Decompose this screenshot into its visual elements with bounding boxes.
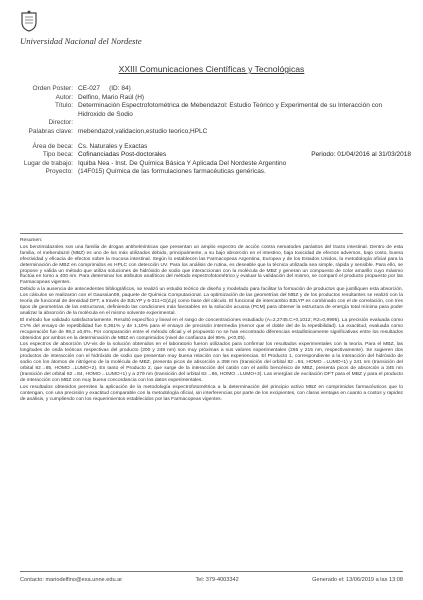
abstract-paragraph: Los espectros de absorción UV-vis de la solución obtenidos en el laboratorio fueron utilizados para confirmar los resultados experimentales con la teoría. Para el MBZ, las longitudes de onda teóricas respectivas del producto (200 y 249 nm) son muy próximas a sus valores experimentales (265 y 215 nm, respectivamente). Se sugieren dos productos de interacción con el hidróxido de sodio que presentan muy buena relación con las experiencias. El Producto 1, correspondiente a la interacción del hidróxido de sodio con los átomos de nitrógeno de la molécula de MBZ, presenta picos de absorción a 398 nm (transición del orbital 82→84, HOMO→LUMO+1) y 241 nm (transición del orbital 82→85, HOMO→LUMO+2). En tanto el Producto 2, que surge de la interacción del catión con el anillo bencénico de MBZ, presenta picos de absorción a 345 nm (transición del orbital 82→84, HOMO→LUMO+1) y a 279 nm (transición del orbital 82→86, HOMO→LUMO+3). Las energías de excitación DFT para el MBZ y para el producto de interacción con MBZ con muy buena concordancia con los datos experimentales. bbox=[20, 342, 403, 383]
abstract bbox=[20, 238, 403, 403]
poster-metadata bbox=[0, 85, 423, 177]
proyecto-row bbox=[0, 168, 423, 177]
periodo bbox=[311, 151, 411, 160]
lugar-trabajo-value: Iquiba Nea - Inst. De Química Básica Y Aplicada Del Nordeste Argentino bbox=[78, 159, 287, 167]
event-title: XXIII Comunicaciones Científicas y Tecnológicas bbox=[118, 64, 305, 74]
proyecto-value: (14F015) Química de las formulaciones farmacéuticas genéricas. bbox=[78, 168, 266, 176]
footer bbox=[20, 577, 403, 583]
orden-poster-row bbox=[0, 85, 423, 94]
university-seal-icon bbox=[20, 10, 38, 32]
director-value bbox=[78, 119, 423, 128]
titulo-row bbox=[0, 102, 423, 119]
palabras-clave-label: Palabras clave: bbox=[28, 127, 73, 135]
titulo-value: Determinación Espectrofotométrica de Mebendazol: Estudio Teórico y Experimental de su Interacción con Hidroxido de Sodio bbox=[78, 102, 383, 118]
abstract-paragraph: Debido a la ausencia de antecedentes bibliográficos, se realizó un estudio teórico de diseño y modelado para facilitar la formación de productos que justifiquen esta absorción. Los cálculos se realizaron con el Gaussian09, paquete de Química Computacional. La optimización de las geometrías del MBZ y de los productos resultantes se realizó con la teoría de funcional de densidad DFT, a través de B3LYP y 6-311+G(d,p) como base del cálculo. El funcional de intercambio B3LYP es combinado con el de correlación, con tres tipos de geometrías de las estructuras, definiendo las condiciones más favorables en la solución acuosa (PCM) para obtener la estructura de energía total mínima para poder analizar la absorción de la molécula en el mismo solvente experimental. bbox=[20, 287, 403, 316]
abstract-paragraph: Los resultados obtenidos permiten la aplicación de la metodología espectrofotométrica a la determinación del principio activo MBZ en comprimidos farmacéuticos que lo contengan, con una precisión y exactitud comparable con la metodología oficial, sin interferencias por parte de los excipientes, con claras ventajas en cuanto a costos y rapidez de análisis, y cumpliendo con los requerimientos establecidos por las Farmacopeas vigentes. bbox=[20, 384, 403, 402]
orden-poster-id: (ID: 84) bbox=[109, 85, 131, 92]
footer-phone: Tel: 379-4003342 bbox=[195, 577, 239, 583]
abstract-paragraph: El método fue validado satisfactoriamente. Resultó específico y lineal en el rango de concentraciones estudiado (A=2,2745.C+0,1012; R2=0,9995). La precisión evaluada como CV% del ensayo de repetibilidad fue 0,361% y de 1,19% para el ensayo de precisión intermedia (menor que el doble del de la repetibilidad). La exactitud, evaluada como recuperación fue de 99,2 ±0,6%. Por comparación entre el método oficial y el propuesto no se han encontrado diferencias estadísticamente significativas entre los resultados obtenidos por ambos en la determinación de MBZ en comprimidos (nivel de confianza del 95%, p<0,05). bbox=[20, 317, 403, 341]
university-logo bbox=[20, 10, 170, 50]
divider-top bbox=[20, 233, 403, 234]
proyecto-label: Proyecto: bbox=[45, 168, 73, 176]
area-beca-value: Cs. Naturales y Exactas bbox=[78, 142, 148, 150]
palabras-clave-value: mebendazol,validacion,estudio teorico,HPLC bbox=[78, 127, 208, 135]
autor-row bbox=[0, 94, 423, 103]
area-beca-row bbox=[0, 143, 423, 152]
area-beca-label: Área de beca: bbox=[32, 142, 73, 150]
lugar-trabajo-label: Lugar de trabajo: bbox=[23, 159, 73, 167]
lugar-trabajo-row bbox=[0, 160, 423, 169]
tipo-beca-value: Cofinanciadas Post-doctorales bbox=[78, 151, 167, 159]
footer-generated: Generado el: 13/06/2019 a las 13:08 bbox=[312, 577, 403, 583]
tipo-beca-label: Tipo beca: bbox=[42, 151, 73, 159]
abstract-label: Resumen: bbox=[20, 238, 43, 243]
footer-contact: Contacto: mariodelfino@exa.unne.edu.ar bbox=[20, 577, 123, 583]
periodo-value: 01/04/2016 al 31/03/2018 bbox=[337, 151, 411, 159]
university-name: Universidad Nacional del Nordeste bbox=[20, 36, 142, 46]
autor-value: Delfino, Mario Raúl (H) bbox=[78, 93, 145, 101]
orden-poster-value: CE-027 (ID: 84) bbox=[78, 85, 131, 92]
divider-bottom bbox=[20, 571, 403, 572]
abstract-paragraph: Los benzimidazoles son una familia de drogas antihelmínticas que presentan un amplio espectro de acción contra nematodes parásitos del tracto intestinal. Dentro de esta familia, el mebendazol (MBZ) es uno de los más utilizados debido, principalmente, a su bajo absorción en el intestino, baja toxicidad de efectos adversos, bajo costo, buena efectividad y eficacia de efectos sobre la mucosa intestinal. Según lo establecen las Farmacopeas Argentina, Europea y de los Estados Unidos, la metodología oficial para la determinación de MBZ en comprimidos es HPLC con detección UV. Para los análisis de rutina, es deseable que la técnica utilizada sea simple, rápida y sensible. Para ello, se propone y valida un método que utiliza soluciones de hidróxido de sodio que interaccionan con la molécula de MBZ y generan un compuesto de color amarillo cuyo máximo fluctúa en torno a 400 nm. Para determinar los atributos analíticos del método espectrofotométrico y evaluar la validación del mismo, se comparó el producto propuesto por las Farmacopeas vigentes. bbox=[20, 244, 403, 286]
autor-label: Autor: bbox=[55, 93, 73, 101]
director-label: Director: bbox=[48, 119, 73, 127]
tipo-beca-row bbox=[0, 151, 423, 160]
periodo-label: Periodo: bbox=[311, 151, 336, 159]
director-row bbox=[0, 119, 423, 128]
titulo-label: Título: bbox=[54, 102, 73, 110]
palabras-clave-row bbox=[0, 128, 423, 137]
orden-poster-label: Orden Poster: bbox=[32, 85, 73, 92]
